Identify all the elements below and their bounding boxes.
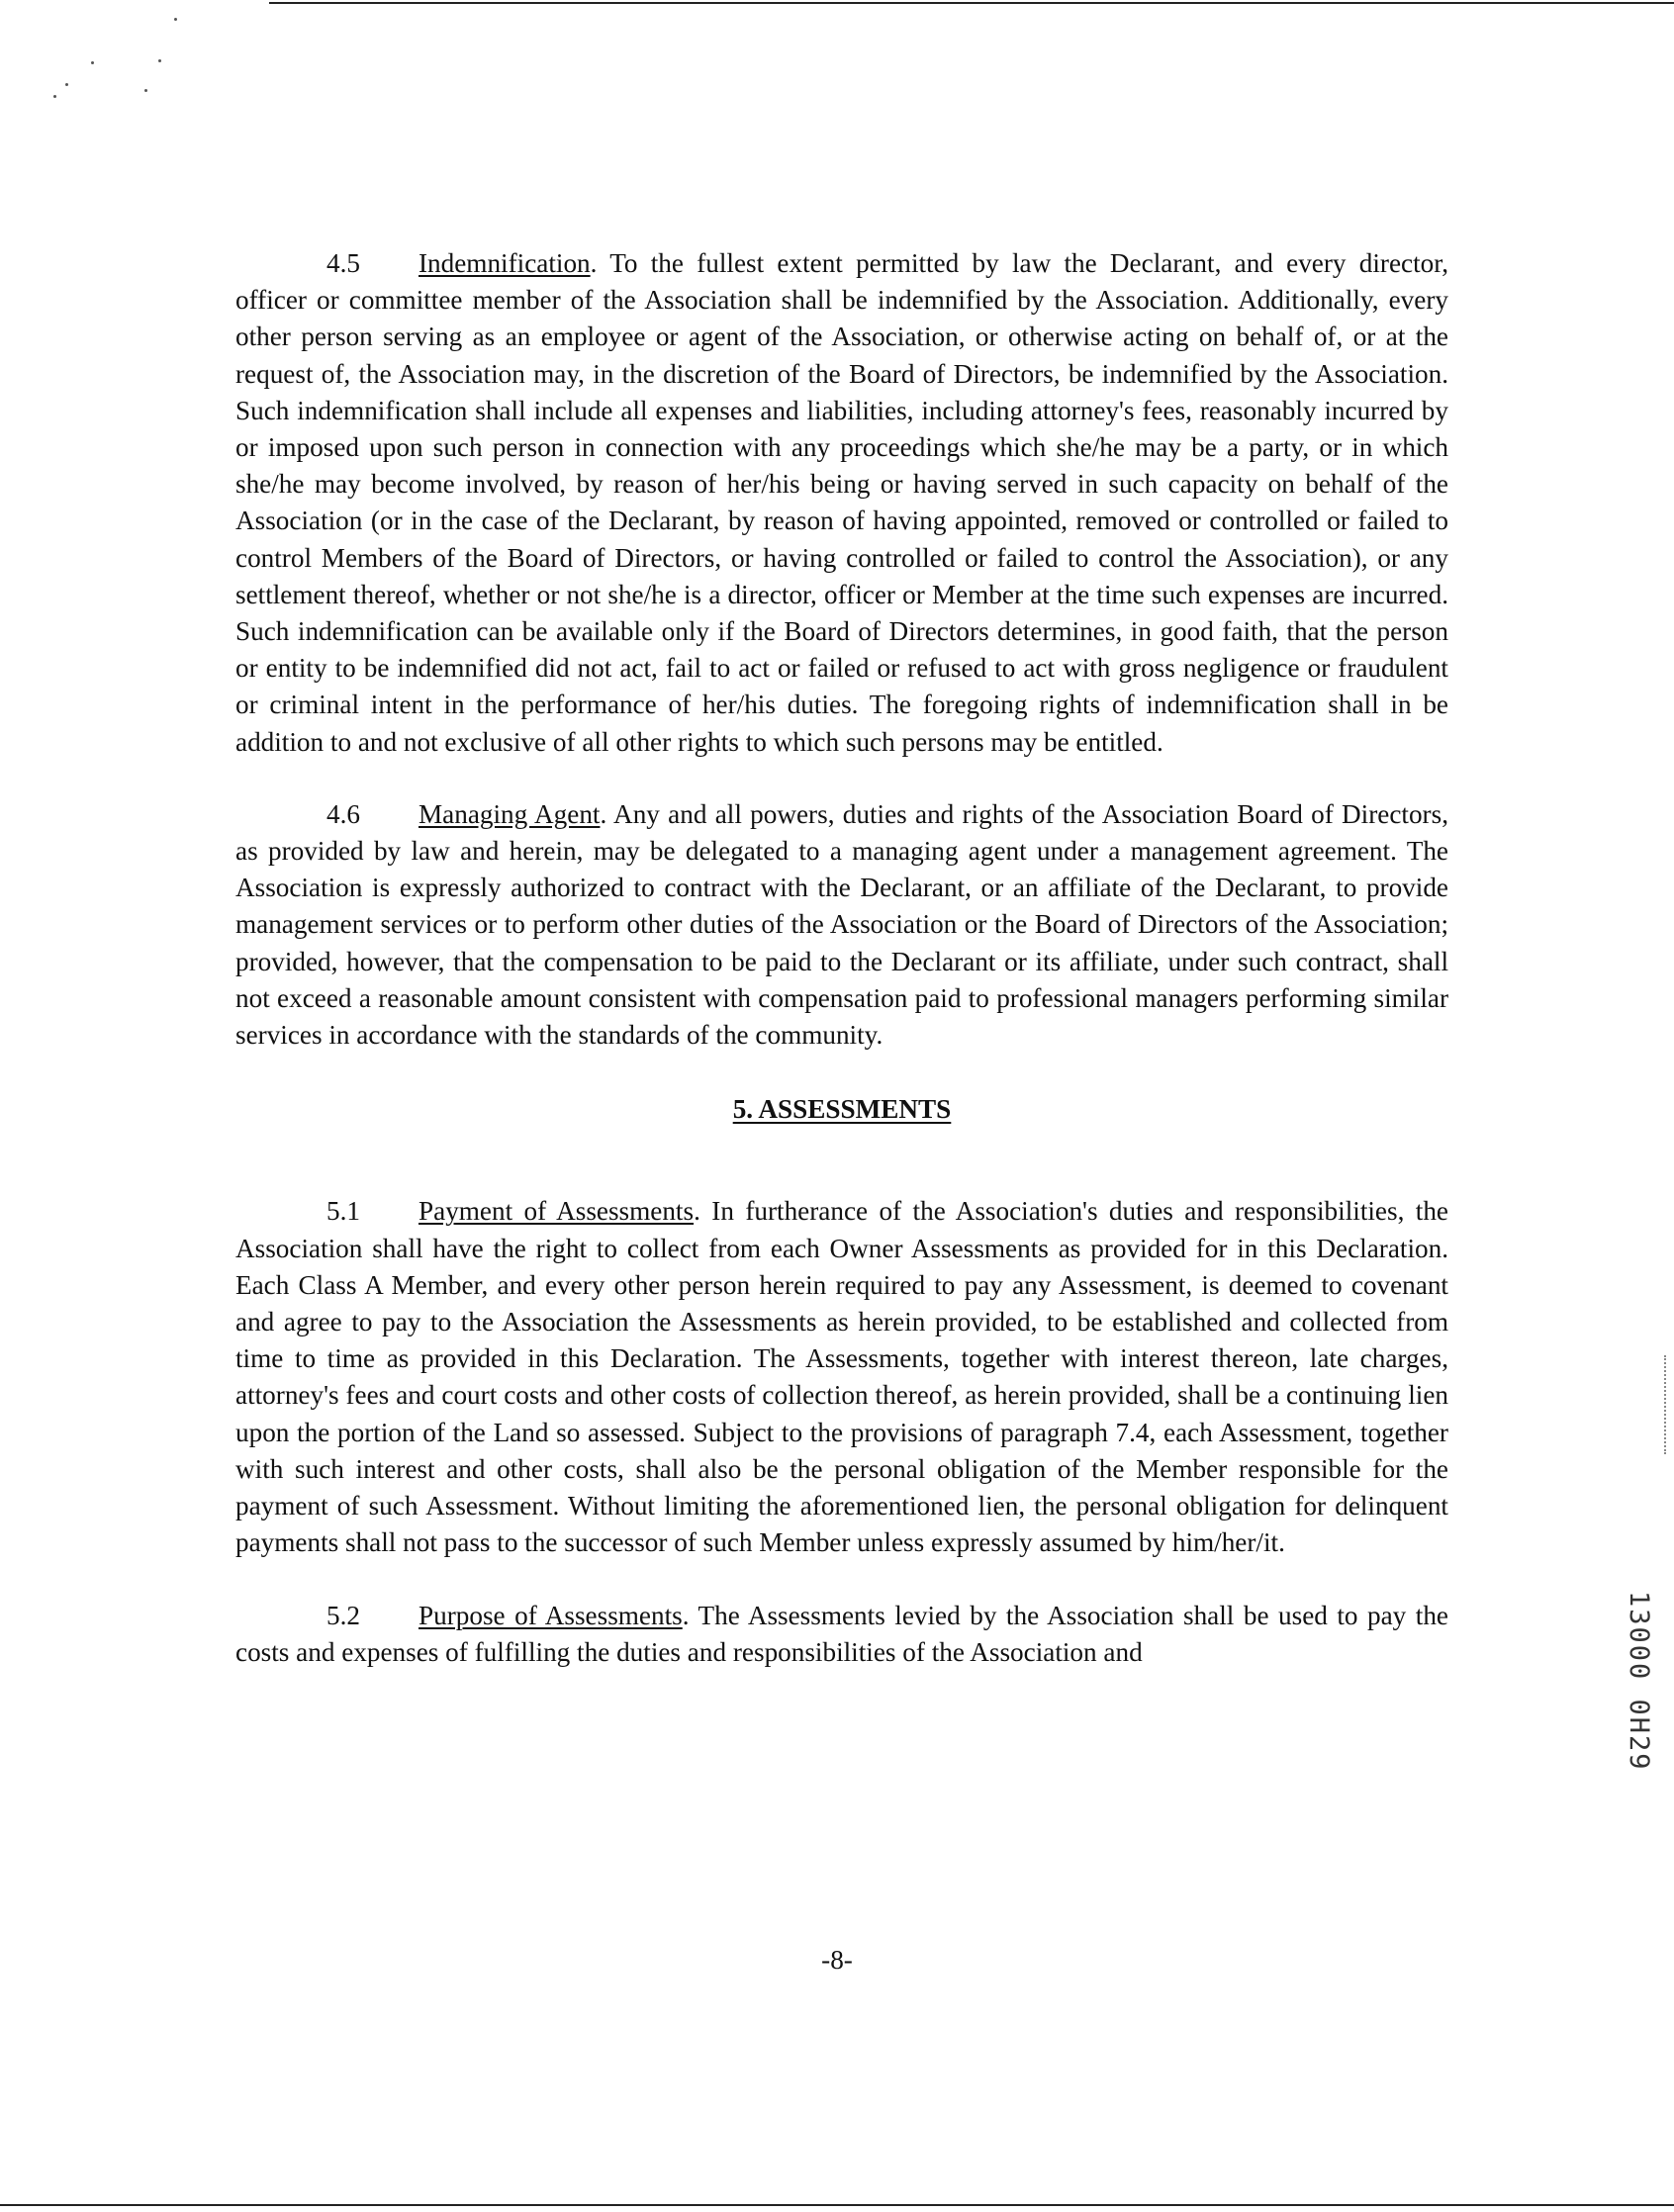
paragraph-title: Purpose of Assessments — [418, 1600, 683, 1630]
section-heading-assessments: 5. ASSESSMENTS — [732, 1094, 952, 1125]
paragraph-4-5 — [235, 245, 1448, 761]
scan-speck — [144, 89, 147, 92]
document-body — [235, 245, 1448, 1671]
paragraph-4-6 — [235, 796, 1448, 1054]
scan-speck — [174, 18, 177, 21]
paragraph-number: 5.2 — [326, 1600, 360, 1630]
paragraph-number: 4.6 — [326, 798, 360, 829]
paragraph-number: 4.5 — [326, 248, 360, 278]
paragraph-text: . Any and all powers, duties and rights of the Association Board of Directors, as provided by law and herein, may be delegated to a managing agent under a management agreement. The Association is expressly authorized to contract with the Declarant, or an affiliate of the Declarant, to provide management services or to perform other duties of the Association or the Board of Directors of the Association; provided, however, that the compensation to be paid to the Declarant or its affiliate, under such contract, shall not exceed a reasonable amount consistent with compensation paid to professional managers performing similar services in accordance with the standards of the community. — [235, 798, 1448, 1051]
paragraph-text: . To the fullest extent permitted by law the Declarant, and every director, officer or committee member of the Association shall be indemnified by the Association. Additionally, every other person serving as an employee or agent of the Association, or otherwise acting on behalf of, or at the request of, the Association may, in the discretion of the Board of Directors, be indemnified by the Association. Such indemnification shall include all expenses and liabilities, including attorney's fees, reasonably incurred by or imposed upon such person in connection with any proceedings which she/he may be a party, or in which she/he may become involved, by reason of her/his being or having served in such capacity on behalf of the Association (or in the case of the Declarant, by reason of having appointed, removed or controlled or failed to control Members of the Board of Directors, or having controlled or failed to control the Association), or any settlement thereof, whether or not she/he is a director, officer or Member at the time such expenses are incurred. Such indemnification can be available only if the Board of Directors determines, in good faith, that the person or entity to be indemnified did not act, fail to act or failed or refused to act with gross negligence or fraudulent or criminal intent in the performance of her/his duties. The foregoing rights of indemnification shall in be addition to and not exclusive of all other rights to which such persons may be entitled. — [235, 248, 1448, 757]
bottom-scan-rule — [0, 2204, 1674, 2206]
paragraph-text: . The Assessments levied by the Association shall be used to pay the costs and expenses of fulfilling the duties and responsibilities of the Association and — [235, 1600, 1448, 1667]
page-number: -8- — [821, 1945, 853, 1975]
scan-speck — [53, 95, 56, 98]
top-scan-rule — [269, 2, 1674, 4]
scan-speck — [65, 83, 68, 86]
paragraph-title: Payment of Assessments — [418, 1196, 695, 1227]
paragraph-title: Managing Agent — [418, 798, 601, 829]
paragraph-5-2 — [235, 1598, 1448, 1671]
scan-edge-marks — [1662, 1355, 1666, 1454]
paragraph-text: . In furtherance of the Association's duties and responsibilities, the Association shall have the right to collect from each Owner Assessments as provided for in this Declaration. Each Class A Member, and every other person herein required to pay any Assessment, is deemed to covenant and agree to pay to the Association the Assessments as herein provided, to be established and collected from time to time as provided in this Declaration. The Assessments, together with interest thereon, late charges, attorney's fees and court costs and other costs of collection thereof, as herein provided, shall be a continuing lien upon the portion of the Land so assessed. Subject to the provisions of paragraph 7.4, each Assessment, together with such interest and other costs, shall also be the personal obligation of the Member responsible for the payment of such Assessment. Without limiting the aforementioned lien, the personal obligation for delinquent payments shall not pass to the successor of such Member unless expressly assumed by him/her/it. — [235, 1196, 1448, 1558]
scan-speck — [91, 61, 94, 64]
scan-speck — [158, 59, 161, 62]
paragraph-title: Indemnification — [418, 248, 591, 278]
side-document-stamp: 13000 0H29 — [1624, 1591, 1654, 1772]
paragraph-number: 5.1 — [326, 1196, 360, 1227]
paragraph-5-1 — [235, 1193, 1448, 1561]
